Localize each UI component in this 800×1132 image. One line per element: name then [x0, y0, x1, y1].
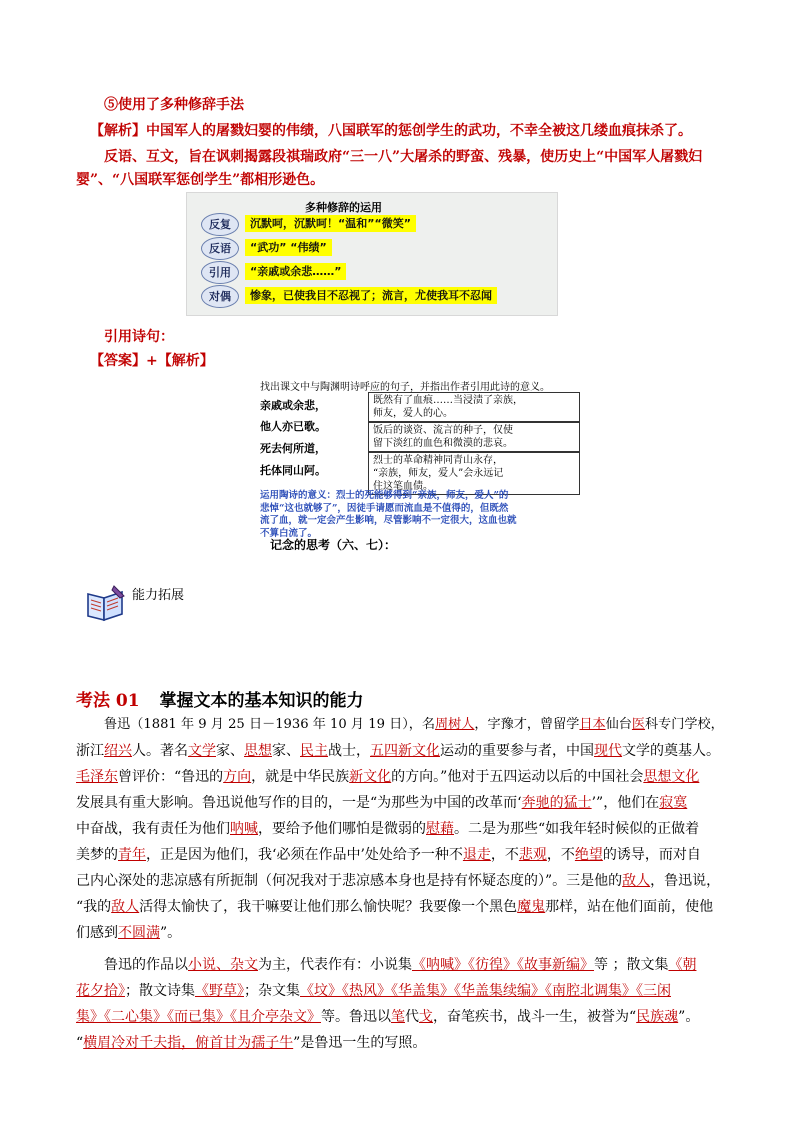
term-link[interactable]: 绝望: [574, 847, 603, 863]
rhetoric-figure: [186, 192, 558, 316]
text-run: ，正是因为他们，我‘必须在作品中’处处给予一种不: [146, 847, 463, 863]
text-run: ，鲁迅说，: [650, 873, 721, 889]
term-link[interactable]: 《且介亭杂文》: [230, 1009, 321, 1025]
bubble-label: 引用: [201, 261, 239, 284]
term-link[interactable]: 不圆满: [118, 925, 160, 941]
text-run: 仙台: [605, 717, 632, 732]
section-code: 考法 01: [76, 691, 140, 711]
text-run: 人。著名: [132, 743, 188, 759]
text-run: 发展具有重大影响。鲁迅说他写作的目的，一是“为那些为中国的改革而‘: [76, 795, 522, 811]
term-link[interactable]: 《热风》: [342, 983, 391, 999]
term-link[interactable]: 悲观: [518, 847, 547, 863]
text-run: 。二是为那些“如我年轻时候似的正做着: [454, 821, 700, 837]
text-run: 鲁迅（1881 年 9 月 25 日－1936 年 10 月 19 日），名: [104, 717, 436, 732]
body-line: [76, 978, 671, 1004]
text-run: ，不: [546, 847, 575, 863]
text-run: 中奋战，我有责任为他们: [76, 821, 230, 837]
term-link[interactable]: 毛泽东: [76, 769, 118, 785]
box-line: 住这笔血债。: [373, 481, 433, 492]
text-run: “我的: [76, 899, 112, 915]
bubble-label: 对偶: [201, 285, 239, 308]
term-link[interactable]: 《三闲: [636, 983, 671, 999]
poem-answer-box: [368, 392, 580, 422]
text-run: 代: [405, 1009, 419, 1025]
term-link[interactable]: 呐喊: [230, 821, 258, 837]
text-run: ’”，他们在: [591, 795, 660, 811]
answer-label: 【答案】+【解析】: [90, 353, 214, 369]
text-run: ”。: [160, 925, 182, 941]
term-link[interactable]: 青年: [118, 847, 146, 863]
text-run: 浙江: [76, 743, 104, 759]
text-run: ”。: [678, 1009, 700, 1025]
term-link[interactable]: 横眉冷对千夫指，俯首甘为孺子牛: [83, 1035, 294, 1051]
term-link[interactable]: 思想文化: [643, 769, 700, 785]
text-run: 的方向。”他对于五四运动以后的中国社会: [391, 769, 644, 785]
term-link[interactable]: 花夕拾》: [76, 983, 125, 999]
term-link[interactable]: 日本: [579, 717, 606, 732]
body-line: [76, 816, 699, 842]
rhetoric-example: 惨象，已使我目不忍视了；流言，尤使我耳不忍闻: [245, 287, 497, 304]
term-link[interactable]: 《呐喊》: [412, 957, 468, 973]
rhetoric-example: “武功” “伟绩”: [245, 239, 332, 256]
term-link[interactable]: 《野草》: [195, 983, 244, 999]
poem-line: 死去何所道，: [260, 442, 326, 455]
text-run: 文学的奠基人。: [622, 743, 720, 759]
text-run: 活得太愉快了，我干嘛要让他们那么愉快呢？我要像一个黑色: [139, 899, 518, 915]
term-link[interactable]: 周树人: [435, 717, 475, 732]
poem-footer: 记念的思考（六、七）：: [270, 538, 397, 552]
body-line: [76, 738, 720, 764]
term-link[interactable]: 现代: [594, 743, 622, 759]
box-line: 烈士的革命精神同青山永存，: [373, 455, 503, 466]
poem-answer-box: [368, 422, 580, 452]
term-link[interactable]: 魔鬼: [517, 899, 546, 915]
term-link[interactable]: 《华盖集续编》: [454, 983, 545, 999]
term-link[interactable]: 五四新文化: [370, 743, 440, 759]
book-icon: [84, 584, 128, 624]
body-line: [104, 712, 724, 738]
rhetoric-example: “亲戚或余悲……”: [245, 263, 346, 280]
box-line: 师友，爱人的心。: [373, 408, 453, 419]
text-run: ，不: [490, 847, 519, 863]
term-link[interactable]: 奔驰的猛士: [521, 795, 592, 811]
text-run: 鲁迅的作品以: [104, 957, 188, 973]
term-link[interactable]: 戈: [419, 1009, 433, 1025]
box-line: 既然有了血痕……当浸渍了亲族，: [373, 395, 523, 406]
poem-answer-box: [368, 452, 580, 495]
analysis-line: 【解析】中国军人的屠戮妇婴的伟绩，八国联军的惩创学生的武功，不幸全被这几缕血痕抹杀了。: [90, 123, 692, 139]
term-link[interactable]: 《二心集》: [104, 1009, 167, 1025]
significance-line: 不算白流了。: [260, 527, 318, 539]
term-link[interactable]: 敌人: [622, 873, 651, 889]
term-link[interactable]: 退走: [462, 847, 491, 863]
term-link[interactable]: 《故事新编》: [517, 957, 594, 973]
body-line: [76, 894, 713, 920]
text-run: ；杂文集: [244, 983, 300, 999]
text-run: 那样，站在他们面前，使他: [545, 899, 714, 915]
box-line: 饭后的谈资、流言的种子，仅使: [373, 425, 513, 436]
term-link[interactable]: 小说、杂文: [188, 957, 258, 973]
term-link[interactable]: 方向: [223, 769, 252, 785]
text-run: ，奋笔疾书，战斗一生，被誉为“: [433, 1009, 637, 1025]
significance-line: 运用陶诗的意义：烈士的死能够得到“亲族，师友，爱人”的: [260, 490, 509, 501]
significance-line: 悲悼“这也就够了”，因徒手请愿而流血是不值得的，但既然: [260, 502, 509, 514]
text-run: “: [76, 1035, 84, 1051]
text-run: ，字豫才，曾留学: [474, 717, 580, 732]
term-link[interactable]: 集》: [76, 1009, 104, 1025]
rhetoric-example: 沉默呵，沉默呵！“温和”“微笑”: [245, 215, 416, 232]
poem-line: 他人亦已歌。: [260, 420, 326, 433]
section-title: 掌握文本的基本知识的能力: [159, 691, 364, 711]
term-link[interactable]: 文学: [188, 743, 216, 759]
poem-significance: [260, 490, 566, 540]
poem-instruction: 找出课文中与陶渊明诗呼应的句子，并指出作者引用此诗的意义。: [260, 382, 550, 393]
term-link[interactable]: 《而已集》: [167, 1009, 230, 1025]
box-line: 留下淡红的血色和微漠的悲哀。: [373, 438, 513, 449]
text-run: 美梦的: [76, 847, 118, 863]
rhetoric-heading: ⑤使用了多种修辞手法: [104, 97, 244, 113]
text-run: ；散文诗集: [125, 983, 195, 999]
term-link[interactable]: 《坟》: [300, 983, 342, 999]
text-run: 等。鲁迅以: [321, 1009, 391, 1025]
poem-figure: [256, 374, 590, 550]
text-run: 们感到: [76, 925, 118, 941]
term-link[interactable]: 敌人: [111, 899, 140, 915]
text-run: 家、: [216, 743, 244, 759]
term-link[interactable]: 医: [631, 717, 646, 732]
term-link[interactable]: 思想: [244, 743, 272, 759]
body-line: [104, 952, 696, 978]
text-run: 等 ；散文集: [594, 957, 669, 973]
body-line: [76, 920, 181, 946]
box-line: “亲族，师友，爱人”会永远记: [373, 468, 504, 479]
body-line: [76, 1030, 426, 1056]
text-run: ”是鲁迅一生的写照。: [293, 1035, 427, 1051]
text-run: 为主，代表作有：小说集: [258, 957, 412, 973]
ability-label: 能力拓展: [132, 588, 185, 603]
note-line-2: 婴”、“八国联军惩创学生”都相形逊色。: [76, 172, 325, 188]
text-run: ，要给予他们哪怕是微弱的: [258, 821, 426, 837]
bubble-label: 反复: [201, 213, 239, 236]
text-run: ，就是中华民族: [251, 769, 350, 785]
term-link[interactable]: 《彷徨》: [468, 957, 517, 973]
text-run: 的诱导，而对自: [602, 847, 701, 863]
text-run: 家、: [272, 743, 300, 759]
quote-heading: 引用诗句：: [104, 329, 174, 345]
term-link[interactable]: 寂寞: [659, 795, 688, 811]
term-link[interactable]: 《南腔北调集》: [545, 983, 636, 999]
rhetoric-figure-title: 多种修辞的运用: [305, 201, 382, 214]
bubble-label: 反语: [201, 237, 239, 260]
text-run: 战士，: [328, 743, 370, 759]
term-link[interactable]: 新文化: [349, 769, 392, 785]
term-link[interactable]: 民主: [300, 743, 328, 759]
body-line: [76, 1004, 699, 1030]
text-run: 运动的重要参与者，中国: [440, 743, 594, 759]
body-line: [76, 868, 720, 894]
text-run: 曾评价：“鲁迅的: [118, 769, 224, 785]
section-heading: [76, 686, 364, 711]
poem-line: 亲戚或余悲，: [260, 399, 326, 412]
body-line: [76, 842, 701, 868]
term-link[interactable]: 慰藉: [426, 821, 454, 837]
body-line: [76, 790, 687, 816]
term-link[interactable]: 《朝: [668, 957, 697, 973]
body-line: [76, 764, 699, 790]
term-link[interactable]: 民族魂: [636, 1009, 679, 1025]
term-link[interactable]: 《华盖集》: [391, 983, 454, 999]
text-run: 科专门学校，: [645, 717, 724, 732]
poem-line: 托体同山阿。: [260, 464, 326, 477]
note-line-1: 反语、互文，旨在讽刺揭露段祺瑞政府“三一八”大屠杀的野蛮、残暴，使历史上“中国军人屠戮妇: [104, 149, 703, 165]
text-run: 己内心深处的悲凉感有所扼制（何况我对于悲凉感本身也是持有怀疑态度的）”。三是他的: [76, 873, 623, 889]
term-link[interactable]: 绍兴: [104, 743, 132, 759]
term-link[interactable]: 笔: [391, 1009, 405, 1025]
significance-line: 流了血，就一定会产生影响，尽管影响不一定很大，这血也就: [260, 515, 517, 526]
